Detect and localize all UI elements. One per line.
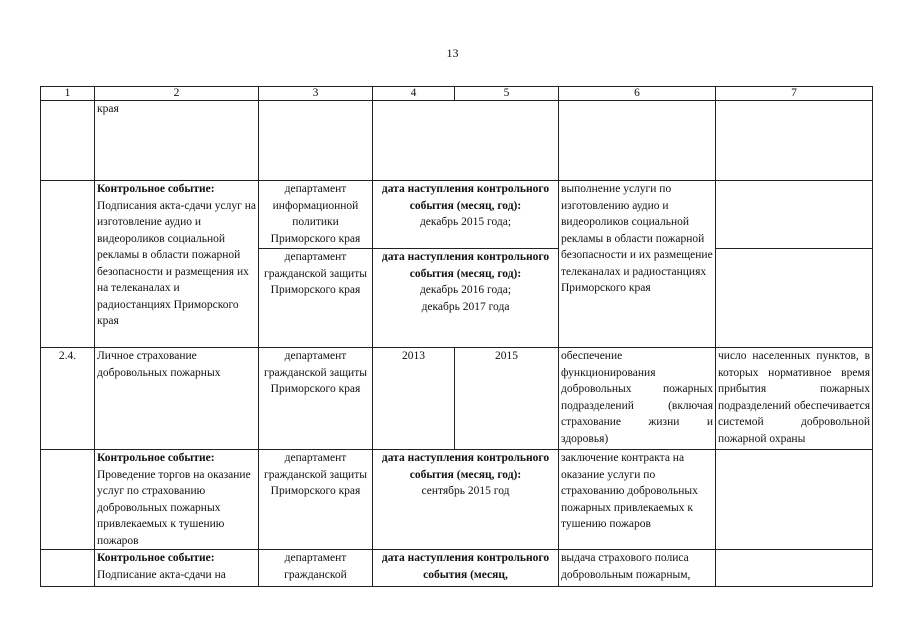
event-date-cell bbox=[373, 450, 559, 550]
start-year: 2013 bbox=[373, 348, 455, 450]
end-year: 2015 bbox=[455, 348, 559, 450]
control-event-label: Контрольное событие: bbox=[97, 552, 215, 564]
table-row bbox=[41, 550, 873, 587]
table-row bbox=[41, 101, 873, 181]
column-number: 4 bbox=[373, 87, 455, 101]
column-number: 7 bbox=[716, 87, 873, 101]
control-event-text: Подписания акта-сдачи услуг на изготовление аудио и видеороликов социальной рекламы в области пожарной безопасности и размещения их на телеканалах и радиостанциях Приморского края bbox=[97, 199, 256, 327]
expected-result: обеспечение функционирования добровольных пожарных подразделений (включая страхование жизни и здоровья) bbox=[559, 348, 716, 450]
page-number: 13 bbox=[446, 46, 459, 60]
control-event-cell bbox=[95, 450, 259, 550]
date-label: дата наступления контрольного события (месяц, год): bbox=[381, 452, 550, 481]
date-label: дата наступления контрольного события (месяц, год): bbox=[381, 183, 550, 212]
event-date-cell bbox=[373, 550, 559, 587]
event-date: декабрь 2017 года bbox=[421, 300, 510, 313]
responsible-dept: департамент гражданской bbox=[259, 550, 373, 587]
indicator-text: число населенных пунктов, в которых нормативное время прибытия пожарных подразделений обеспечивается системой добровольной пожарной охраны bbox=[716, 348, 873, 450]
table-row bbox=[41, 348, 873, 450]
responsible-dept: департамент информационной политики Приморского края bbox=[259, 181, 373, 249]
control-event-text: Проведение торгов на оказание услуг по страхованию добровольных пожарных привлекаемых к тушению пожаров bbox=[97, 468, 251, 547]
event-date: декабрь 2015 года; bbox=[419, 216, 512, 228]
column-number: 5 bbox=[455, 87, 559, 101]
item-number: 2.4. bbox=[41, 348, 95, 450]
event-date-cell bbox=[373, 181, 559, 249]
control-event-label: Контрольное событие: bbox=[97, 183, 215, 195]
control-event-text: Подписание акта-сдачи на bbox=[97, 568, 226, 581]
activity-text: края bbox=[95, 101, 259, 181]
event-date-cell bbox=[373, 249, 559, 348]
control-event-cell bbox=[95, 181, 259, 348]
date-label: дата наступления контрольного события (месяц, год): bbox=[381, 251, 550, 280]
column-numbers-row bbox=[41, 87, 873, 101]
expected-result: выдача страхового полиса добровольным пожарным, bbox=[559, 550, 716, 587]
responsible-dept: департамент гражданской защиты Приморского края bbox=[259, 249, 373, 348]
control-event-label: Контрольное событие: bbox=[97, 452, 215, 464]
date-label: дата наступления контрольного события (месяц, bbox=[381, 552, 550, 581]
responsible-dept: департамент гражданской защиты Приморского края bbox=[259, 348, 373, 450]
program-table bbox=[40, 86, 873, 587]
responsible-dept: департамент гражданской защиты Приморского края bbox=[259, 450, 373, 550]
expected-result: выполнение услуги по изготовлению аудио и видеороликов социальной рекламы в области пожарной безопасности и их размещение телеканалах и радиостанциях Приморского края bbox=[559, 181, 716, 348]
event-date: декабрь 2016 года; bbox=[419, 284, 512, 296]
control-event-cell bbox=[95, 550, 259, 587]
column-number: 2 bbox=[95, 87, 259, 101]
event-date: сентябрь 2015 год bbox=[421, 485, 510, 497]
column-number: 6 bbox=[559, 87, 716, 101]
activity-text: Личное страхование добровольных пожарных bbox=[95, 348, 259, 450]
expected-result: заключение контракта на оказание услуги по страхованию добровольных пожарных привлекаемых к тушению пожаров bbox=[559, 450, 716, 550]
column-number: 1 bbox=[41, 87, 95, 101]
table-row bbox=[41, 181, 873, 249]
column-number: 3 bbox=[259, 87, 373, 101]
table-row bbox=[41, 450, 873, 550]
